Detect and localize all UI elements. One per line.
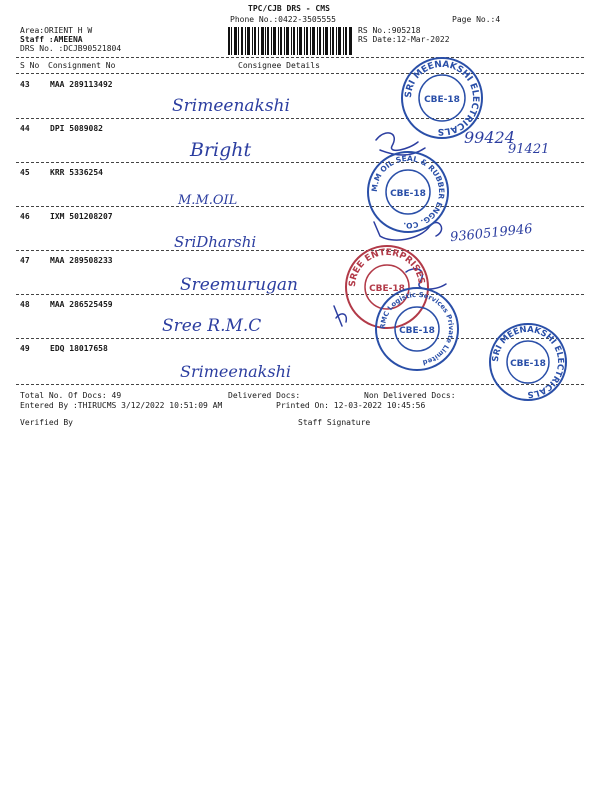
entered-by: Entered By :THIRUCMS 3/12/2022 10:51:09 AM bbox=[20, 401, 223, 410]
phone-number: Phone No.:0422-3505555 bbox=[230, 15, 336, 24]
stamp-ring-text: SRI MEENAKSHI ELECTRICALS bbox=[490, 324, 566, 400]
delivered-docs: Delivered Docs: bbox=[228, 391, 301, 400]
handwritten-phone: 9360519946 bbox=[449, 221, 534, 246]
stamp-center-text: CBE-18 bbox=[424, 95, 460, 105]
verified-by: Verified By bbox=[20, 418, 73, 427]
staff-signature: Staff Signature bbox=[298, 418, 371, 427]
staff-field: Staff :AMEENA bbox=[20, 35, 83, 44]
row-signature: SriDharshi bbox=[174, 233, 257, 251]
row-signature: Srimeenakshi bbox=[172, 96, 290, 116]
rs-number: RS No.:905218 bbox=[358, 26, 421, 35]
row-signature: Sree R.M.C bbox=[162, 316, 262, 336]
page-number: Page No.:4 bbox=[452, 15, 501, 24]
row-consignment-no: IXM 501208207 bbox=[50, 212, 113, 221]
row-signature: Srimeenakshi bbox=[180, 362, 292, 381]
stamp-center-text: CBE-18 bbox=[510, 359, 546, 369]
row-signature: Bright bbox=[190, 139, 252, 161]
total-docs: Total No. Of Docs: 49 bbox=[20, 391, 122, 400]
row-s-no: 46 bbox=[20, 212, 30, 221]
non-delivered-docs: Non Delivered Docs: bbox=[364, 391, 456, 400]
row-s-no: 45 bbox=[20, 168, 30, 177]
stamp-center-text: CBE-18 bbox=[399, 326, 435, 336]
rmc-logistic-stamp bbox=[374, 286, 460, 376]
row-s-no: 44 bbox=[20, 124, 30, 133]
row-consignment-no: KRR 5336254 bbox=[50, 168, 103, 177]
document-title: TPC/CJB DRS - CMS bbox=[248, 4, 330, 13]
stamp-center-text: CBE-18 bbox=[369, 284, 405, 294]
row-consignment-no: MAA 289113492 bbox=[50, 80, 113, 89]
meenakshi-stamp-top bbox=[400, 56, 484, 144]
row-s-no: 43 bbox=[20, 80, 30, 89]
row-signature: Sreemurugan bbox=[180, 275, 299, 295]
meenakshi-stamp-bottom bbox=[488, 322, 568, 406]
stamp-graphic bbox=[488, 322, 568, 402]
stamp-ring-text: RMC Logistic Services Private Limited bbox=[378, 290, 456, 367]
row-s-no: 48 bbox=[20, 300, 30, 309]
printed-on: Printed On: 12-03-2022 10:45:56 bbox=[276, 401, 426, 410]
stamp-graphic bbox=[400, 56, 484, 140]
stamp-graphic bbox=[374, 286, 460, 372]
row-signature: M.M.OIL bbox=[178, 193, 238, 208]
area-field: Area:ORIENT H W bbox=[20, 26, 93, 35]
col-consignment-no: Consignment No bbox=[48, 61, 116, 70]
row-s-no: 49 bbox=[20, 344, 30, 353]
stamp-ring-text: M.M OIL SEAL & RUBBER ENGG. CO. bbox=[369, 153, 447, 231]
col-consignee-details: Consignee Details bbox=[238, 61, 320, 70]
mm-oil-seal-stamp bbox=[366, 150, 450, 238]
row-s-no: 47 bbox=[20, 256, 30, 265]
stamp-graphic bbox=[366, 150, 450, 234]
handwritten-phone: 99424 bbox=[464, 128, 515, 147]
rs-date: RS Date:12-Mar-2022 bbox=[358, 35, 450, 44]
row-consignment-no: MAA 289508233 bbox=[50, 256, 113, 265]
drs-number: DRS No. :DCJB90521804 bbox=[20, 44, 122, 53]
row-consignment-no: MAA 286525459 bbox=[50, 300, 113, 309]
row-consignment-no: EDQ 18017658 bbox=[50, 344, 108, 353]
stamp-center-text: CBE-18 bbox=[390, 189, 426, 199]
row-consignment-no: DPI 5089082 bbox=[50, 124, 103, 133]
handwritten-phone: 91421 bbox=[508, 142, 550, 157]
stamp-ring-text: SRI MEENAKSHI ELECTRICALS bbox=[403, 59, 481, 137]
col-s-no: S No bbox=[20, 61, 40, 70]
stamp-ring-text: SREE ENTERPRISES bbox=[347, 247, 426, 288]
